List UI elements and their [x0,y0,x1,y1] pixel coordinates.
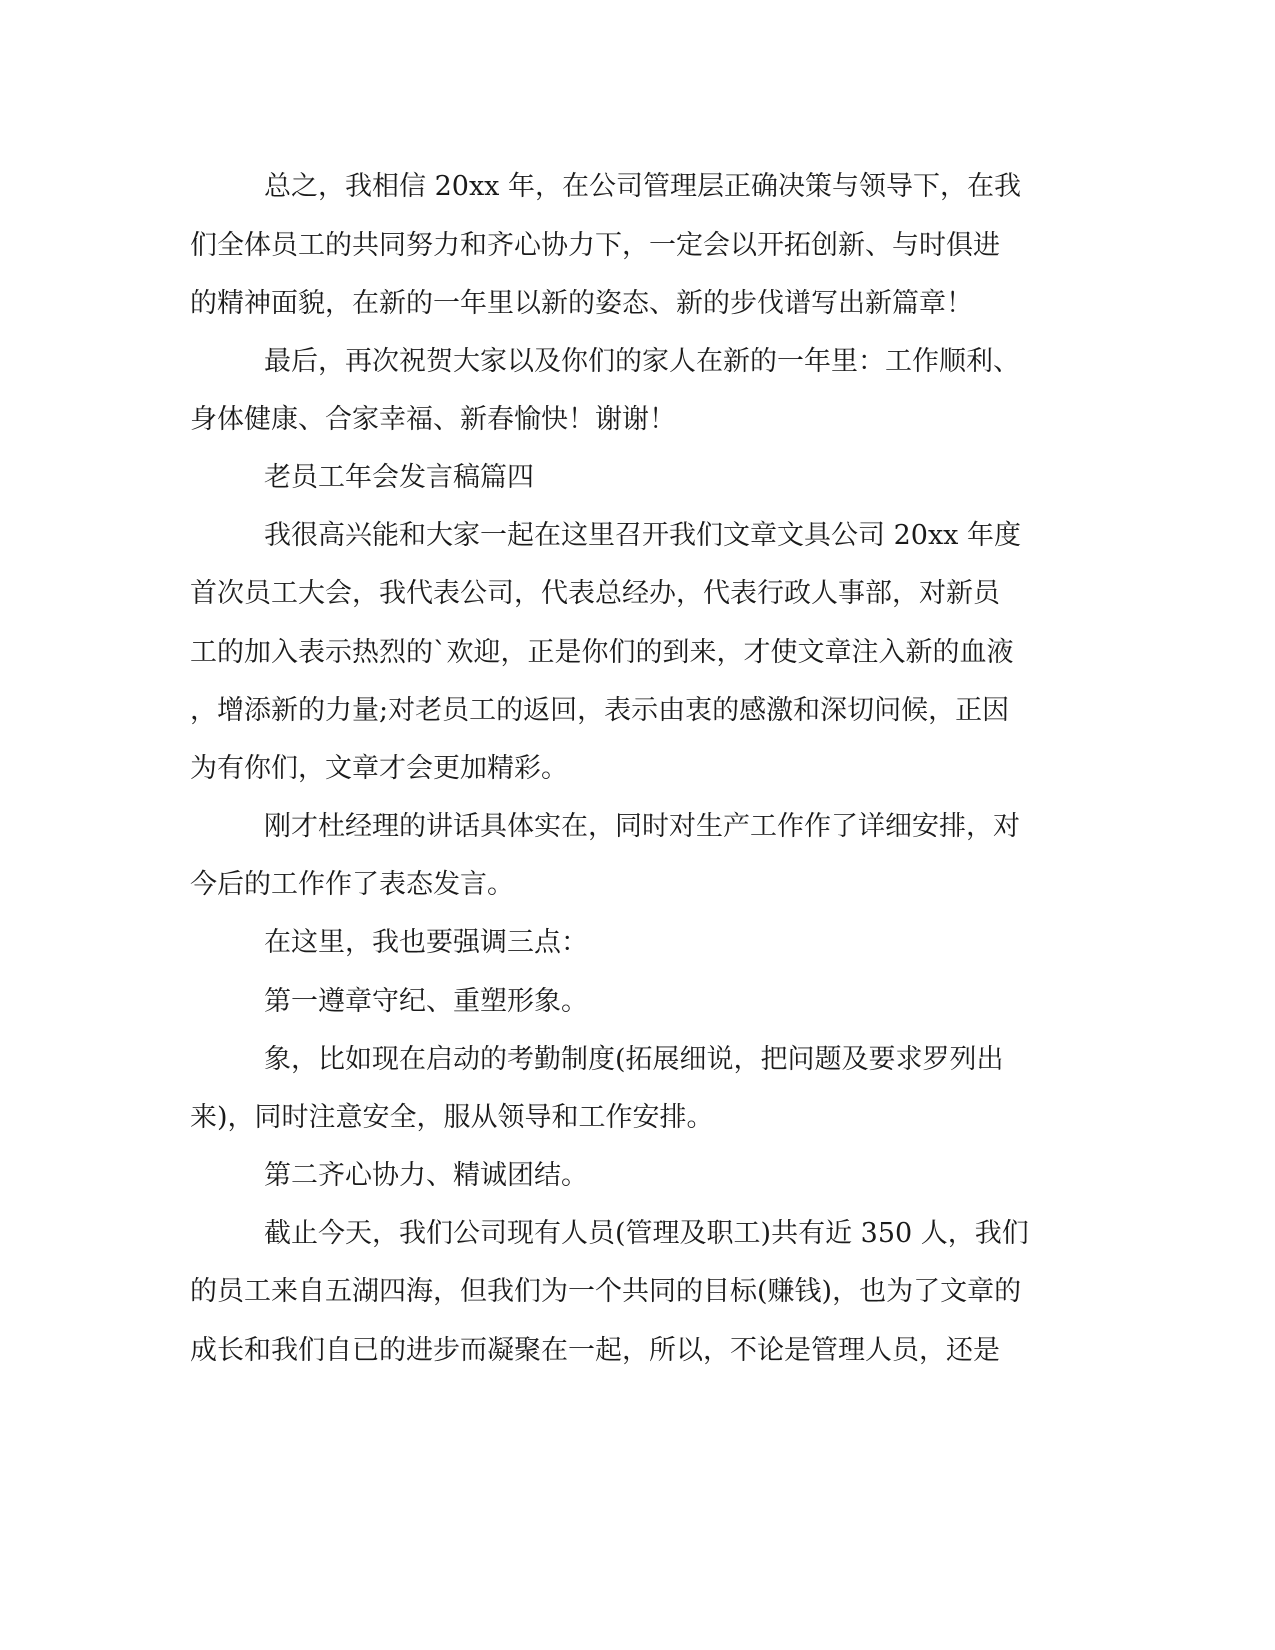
text-line: ，增添新的力量;对老员工的返回，表示由衷的感激和深切问候，正因 [190,695,1010,726]
text-line: 在这里，我也要强调三点： [264,927,588,958]
text-line: 截止今天，我们公司现有人员(管理及职工)共有近 350 人，我们 [264,1218,1029,1249]
text-line: 来)，同时注意安全，服从领导和工作安排。 [190,1102,714,1133]
text-line: 我很高兴能和大家一起在这里召开我们文章文具公司 20xx 年度 [264,520,1021,551]
text-line: 身体健康、合家幸福、新春愉快！谢谢！ [190,404,676,435]
text-line: 为有你们，文章才会更加精彩。 [190,753,568,784]
text-line: 首次员工大会，我代表公司，代表总经办，代表行政人事部，对新员 [190,578,1000,609]
text-line: 总之，我相信 20xx 年，在公司管理层正确决策与领导下，在我 [264,171,1021,202]
text-line: 第二齐心协力、精诚团结。 [264,1160,588,1191]
text-line: 象，比如现在启动的考勤制度(拓展细说，把问题及要求罗列出 [264,1044,1004,1075]
text-line: 的精神面貌，在新的一年里以新的姿态、新的步伐谱写出新篇章！ [190,288,973,319]
section-heading: 老员工年会发言稿篇四 [264,462,534,493]
text-line: 今后的工作作了表态发言。 [190,869,514,900]
text-line: 第一遵章守纪、重塑形象。 [264,986,588,1017]
text-line: 的员工来自五湖四海，但我们为一个共同的目标(赚钱)，也为了文章的 [190,1276,1022,1307]
text-line: 们全体员工的共同努力和齐心协力下，一定会以开拓创新、与时俱进 [190,230,1000,261]
text-line: 成长和我们自已的进步而凝聚在一起，所以，不论是管理人员，还是 [190,1335,1000,1366]
text-line: 工的加入表示热烈的`欢迎，正是你们的到来，才使文章注入新的血液 [190,637,1014,668]
text-line: 刚才杜经理的讲话具体实在，同时对生产工作作了详细安排，对 [264,811,1020,842]
text-line: 最后，再次祝贺大家以及你们的家人在新的一年里：工作顺利、 [264,346,1020,377]
